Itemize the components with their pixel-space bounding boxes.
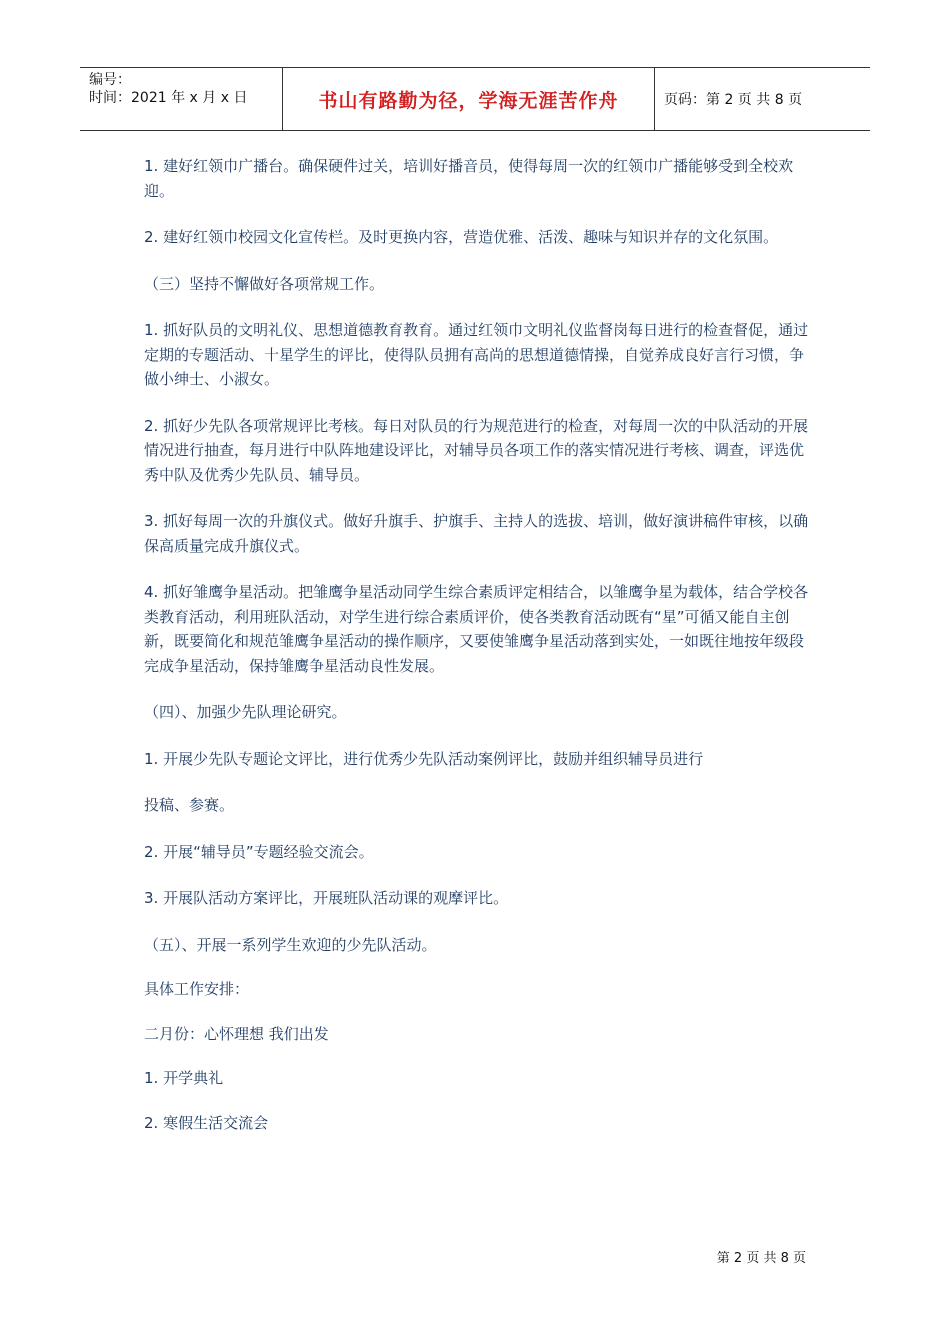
header-motto: 书山有路勤为径，学海无涯苦作舟 bbox=[282, 68, 655, 130]
header-page-number: 页码：第 2 页 共 8 页 bbox=[664, 92, 803, 108]
paragraph: 投稿、参赛。 bbox=[144, 796, 235, 814]
section-heading: （三）坚持不懈做好各项常规工作。 bbox=[144, 274, 385, 293]
paragraph: 二月份：心怀理想 我们出发 bbox=[144, 1024, 329, 1043]
paragraph: 3. 抓好每周一次的升旗仪式。做好升旗手、护旗手、主持人的选拔、培训，做好演讲稿件审核，以确保高质量完成升旗仪式。 bbox=[144, 512, 809, 555]
paragraph: 2. 抓好少先队各项常规评比考核。每日对队员的行为规范进行的检查，对每周一次的中队活动的开展情况进行抽查，每月进行中队阵地建设评比，对辅导员各项工作的落实情况进行考核、调查，评选优秀中队及优秀少先队员、辅导员。 bbox=[144, 416, 809, 484]
paragraph: 2. 建好红领巾校园文化宣传栏。及时更换内容，营造优雅、活泼、趣味与知识并存的文化氛围。 bbox=[144, 228, 779, 246]
paragraph: 4. 抓好雏鹰争星活动。把雏鹰争星活动同学生综合素质评定相结合，以雏鹰争星为载体，结合学校各类教育活动，利用班队活动，对学生进行综合素质评价，使各类教育活动既有“星”可循又能自主创新，既要简化和规范雏鹰争星活动的操作顺序，又要使雏鹰争星活动落到实处，一如既往地按年级段完成争星活动，保持雏鹰争星活动良性发展。 bbox=[144, 583, 809, 675]
page-header bbox=[80, 67, 870, 131]
list-item: 2. 寒假生活交流会 bbox=[144, 1113, 269, 1132]
paragraph: 具体工作安排： bbox=[144, 980, 250, 998]
paragraph: 1. 抓好队员的文明礼仪、思想道德教育教育。通过红领巾文明礼仪监督岗每日进行的检查督促，通过定期的专题活动、十星学生的评比，使得队员拥有高尚的思想道德情操，自觉养成良好言行习惯，争做小绅士、小淑女。 bbox=[144, 321, 809, 388]
paragraph: 1. 建好红领巾广播台。确保硬件过关，培训好播音员，使得每周一次的红领巾广播能够受到全校欢迎。 bbox=[144, 157, 794, 200]
section-heading: （五）、开展一系列学生欢迎的少先队活动。 bbox=[144, 935, 437, 954]
paragraph: 3. 开展队活动方案评比，开展班队活动课的观摩评比。 bbox=[144, 889, 509, 907]
list-item: 1. 开学典礼 bbox=[144, 1069, 224, 1087]
paragraph: 2. 开展“辅导员”专题经验交流会。 bbox=[144, 842, 374, 861]
header-info bbox=[80, 68, 282, 130]
paragraph: 1. 开展少先队专题论文评比，进行优秀少先队活动案例评比，鼓励并组织辅导员进行 bbox=[144, 749, 704, 768]
section-heading: （四）、加强少先队理论研究。 bbox=[144, 703, 347, 721]
page-footer: 第 2 页 共 8 页 bbox=[716, 1251, 806, 1266]
number-label: 编号： bbox=[89, 72, 131, 88]
time-label: 时间：2021 年 x 月 x 日 bbox=[89, 90, 248, 106]
document-body bbox=[144, 154, 814, 1155]
